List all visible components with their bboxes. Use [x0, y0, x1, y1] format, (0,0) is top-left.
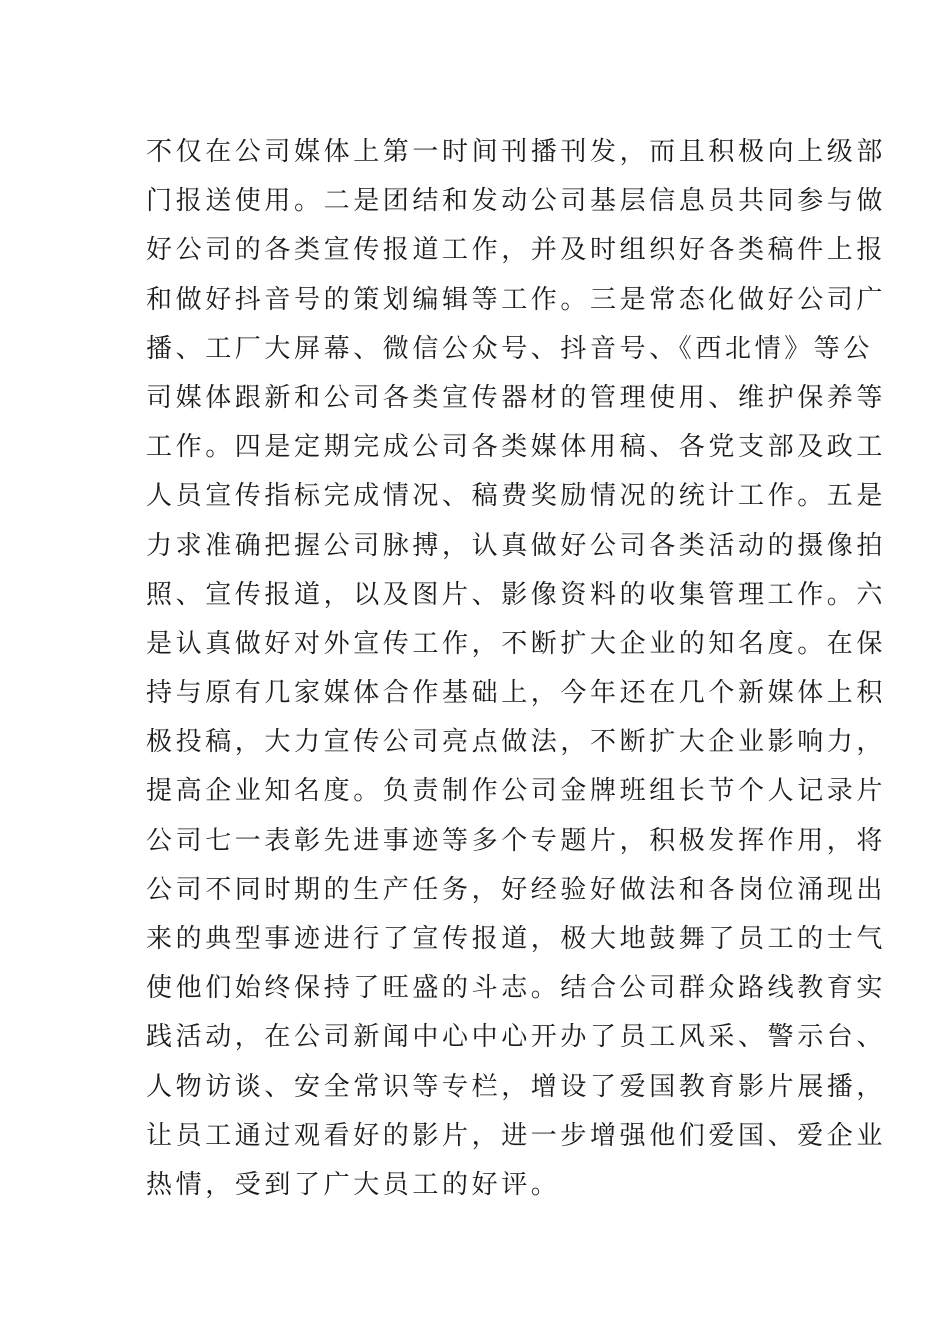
text-line: 是认真做好对外宣传工作，不断扩大企业的知名度。在保 — [146, 628, 887, 659]
text-line: 好公司的各类宣传报道工作，并及时组织好各类稿件上报 — [146, 235, 887, 266]
text-line: 照、宣传报道，以及图片、影像资料的收集管理工作。六 — [146, 579, 887, 610]
text-line: 使他们始终保持了旺盛的斗志。结合公司群众路线教育实 — [146, 973, 887, 1004]
text-line: 来的典型事迹进行了宣传报道，极大地鼓舞了员工的士气 — [146, 924, 887, 954]
text-line: 人物访谈、安全常识等专栏，增设了爱国教育影片展播， — [146, 1071, 887, 1102]
text-line: 门报送使用。二是团结和发动公司基层信息员共同参与做 — [146, 186, 887, 217]
text-line: 提高企业知名度。负责制作公司金牌班组长节个人记录片 — [146, 776, 887, 807]
text-line: 让员工通过观看好的影片，进一步增强他们爱国、爱企业 — [146, 1120, 887, 1151]
text-line: 公司七一表彰先进事迹等多个专题片，积极发挥作用，将 — [146, 825, 887, 856]
text-line: 践活动，在公司新闻中心中心开办了员工风采、警示台、 — [146, 1022, 887, 1053]
text-line: 人员宣传指标完成情况、稿费奖励情况的统计工作。五是 — [146, 481, 887, 512]
body-paragraph — [146, 128, 887, 1210]
text-line: 持与原有几家媒体合作基础上，今年还在几个新媒体上积 — [146, 678, 887, 709]
text-line: 司媒体跟新和公司各类宣传器材的管理使用、维护保养等 — [146, 382, 887, 413]
text-line: 公司不同时期的生产任务，好经验好做法和各岗位涌现出 — [146, 874, 887, 905]
text-line: 不仅在公司媒体上第一时间刊播刊发，而且积极向上级部 — [146, 137, 887, 167]
text-line: 播、工厂大屏幕、微信公众号、抖音号、《西北情》等公 — [146, 333, 874, 364]
text-line: 热情，受到了广大员工的好评。 — [146, 1169, 561, 1200]
text-line: 极投稿，大力宣传公司亮点做法，不断扩大企业影响力， — [146, 727, 887, 758]
text-line: 工作。四是定期完成公司各类媒体用稿、各党支部及政工 — [146, 432, 887, 463]
text-line: 力求准确把握公司脉搏，认真做好公司各类活动的摄像拍 — [146, 530, 887, 561]
text-line: 和做好抖音号的策划编辑等工作。三是常态化做好公司广 — [146, 284, 887, 315]
